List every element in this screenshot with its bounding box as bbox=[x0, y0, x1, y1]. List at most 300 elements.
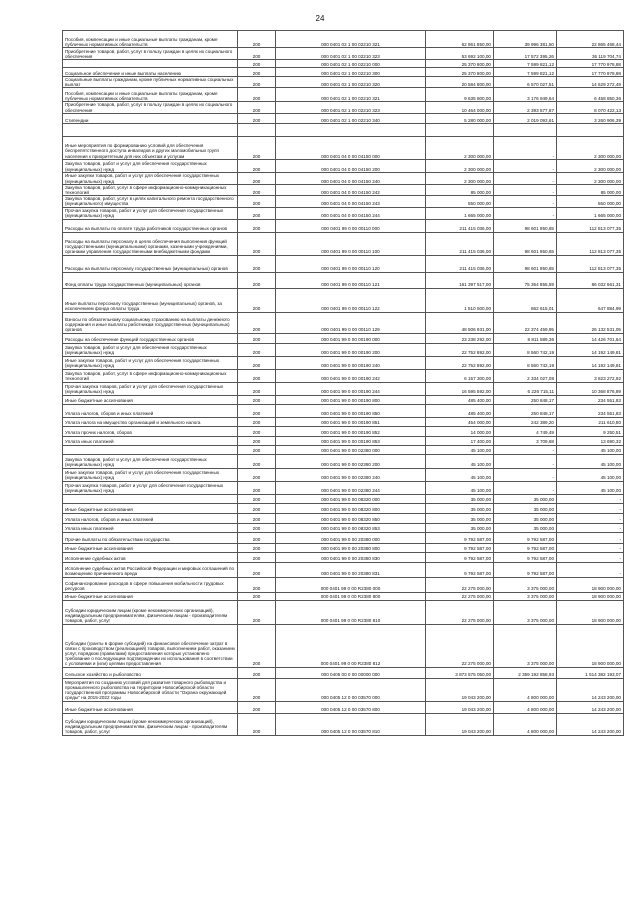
unexecuted-amount: 112 813 077,35 bbox=[557, 255, 624, 272]
line-code: 200 bbox=[238, 60, 276, 68]
line-item-name: Иные бюджетные ассигнования bbox=[63, 503, 238, 513]
budget-classification-code: 000 0401 02 1 00 02210 321 bbox=[276, 31, 426, 48]
line-code: 200 bbox=[238, 88, 276, 102]
table-row bbox=[63, 523, 624, 532]
budget-classification-code: 000 0401 02 1 00 02210 340 bbox=[276, 113, 426, 123]
line-code: 200 bbox=[238, 196, 276, 207]
line-item-name: Фонд оплаты труда государственных (муниципальных) органов bbox=[63, 272, 238, 288]
approved-amount: 17 400,00 bbox=[426, 436, 494, 445]
approved-amount: 19 043 200,00 bbox=[426, 701, 494, 713]
executed-amount: 3 375 000,00 bbox=[494, 624, 557, 667]
line-item-name: Расходы на выплаты персоналу в целях обеспечения выполнения функций государственными (муниципальными) органами, казенными учреждениями, органами управления государственными внебюджетными фондами bbox=[63, 232, 238, 255]
table-row bbox=[63, 77, 624, 88]
budget-classification-code: 000 0401 04 0 00 04150 200 bbox=[276, 159, 426, 172]
budget-classification-code: 000 0401 99 0 00 08320 000 bbox=[276, 494, 426, 503]
table-row bbox=[63, 624, 624, 667]
table-row bbox=[63, 417, 624, 426]
table-row bbox=[63, 31, 624, 48]
executed-amount: - bbox=[494, 207, 557, 219]
line-item-name: Исполнение судебных актов Российской Федерации и мировых соглашений по возмещению причиненного вреда bbox=[63, 562, 238, 577]
executed-amount: 39 996 381,50 bbox=[494, 31, 557, 48]
approved-amount: 485 400,00 bbox=[426, 404, 494, 417]
executed-amount: 6 570 027,51 bbox=[494, 77, 557, 88]
line-code: 200 bbox=[238, 312, 276, 333]
table-row bbox=[63, 436, 624, 445]
unexecuted-amount: - bbox=[557, 532, 624, 543]
budget-classification-code: 000 0401 99 0 00 00110 122 bbox=[276, 288, 426, 312]
line-code: 200 bbox=[238, 426, 276, 436]
executed-amount: 862 615,01 bbox=[494, 288, 557, 312]
executed-amount: 3 375 000,00 bbox=[494, 600, 557, 624]
line-code: 200 bbox=[238, 255, 276, 272]
executed-amount: 9 792 587,00 bbox=[494, 532, 557, 543]
line-item-name: Субсидии (гранты в форме субсидий) на финансовое обеспечение затрат в связи с производством (реализацией) товаров, выполнением работ, оказанием услуг, порядком (правилами) предоставления которых установлено требование о последующем подтверждении их использования в соответствии с условиями и (или) целями предоставления bbox=[63, 624, 238, 667]
budget-classification-code: 000 0405 12 0 00 03570 000 bbox=[276, 678, 426, 701]
line-code: 200 bbox=[238, 207, 276, 219]
line-item-name: Софинансирование расходов в сфере повышения мобильности трудовых ресурсов bbox=[63, 577, 238, 592]
line-item-name: Приобретение товаров, работ, услуг в пользу граждан в целях их социального обеспечения bbox=[63, 48, 238, 60]
unexecuted-amount: 17 770 978,88 bbox=[557, 68, 624, 77]
line-item-name: Уплата налогов, сборов и иных платежей bbox=[63, 404, 238, 417]
table-row bbox=[63, 232, 624, 255]
line-code: 200 bbox=[238, 232, 276, 255]
budget-classification-code: 000 0401 04 0 00 04150 244 bbox=[276, 207, 426, 219]
executed-amount: 2 334 027,08 bbox=[494, 369, 557, 382]
approved-amount bbox=[426, 123, 494, 136]
line-code: 200 bbox=[238, 592, 276, 600]
executed-amount: - bbox=[494, 481, 557, 494]
line-item-name: Прочая закупка товаров, работ и услуг для обеспечения государственных (муниципальных) нужд bbox=[63, 382, 238, 395]
unexecuted-amount: 17 770 978,88 bbox=[557, 60, 624, 68]
approved-amount: 9 792 587,00 bbox=[426, 552, 494, 562]
executed-amount: - bbox=[494, 159, 557, 172]
executed-amount: 9 792 587,00 bbox=[494, 543, 557, 552]
approved-amount: 9 792 587,00 bbox=[426, 543, 494, 552]
executed-amount: - bbox=[494, 184, 557, 195]
approved-amount: 35 000,00 bbox=[426, 523, 494, 532]
line-item-name: Прочая закупка товаров, работ и услуг для обеспечения государственных (муниципальных) нужд bbox=[63, 207, 238, 219]
table-row bbox=[63, 369, 624, 382]
executed-amount: 4 800 000,00 bbox=[494, 713, 557, 735]
budget-classification-code: 000 0401 99 0 00 20380 800 bbox=[276, 543, 426, 552]
unexecuted-amount: - bbox=[557, 523, 624, 532]
table-row bbox=[63, 60, 624, 68]
executed-amount: - bbox=[494, 454, 557, 468]
approved-amount: 22 275 000,00 bbox=[426, 592, 494, 600]
line-code: 200 bbox=[238, 404, 276, 417]
line-item-name bbox=[63, 494, 238, 503]
line-code: 200 bbox=[238, 333, 276, 343]
budget-classification-code: 000 0401 99 0 00 02380 244 bbox=[276, 481, 426, 494]
line-code: 200 bbox=[238, 503, 276, 513]
budget-classification-code: 000 0401 99 0 00 00190 850 bbox=[276, 404, 426, 417]
line-item-name: Расходы на выплаты персоналу государственных (муниципальных) органов bbox=[63, 255, 238, 272]
unexecuted-amount: 14 426 701,64 bbox=[557, 333, 624, 343]
line-item-name: Пособия, компенсации и иные социальные выплаты гражданам, кроме публичных нормативных обязательств bbox=[63, 88, 238, 102]
line-item-name: Закупка товаров, работ, услуг в целях капитального ремонта государственного (муниципального) имущества bbox=[63, 196, 238, 207]
line-code: 200 bbox=[238, 172, 276, 184]
table-row bbox=[63, 343, 624, 356]
approved-amount: 35 000,00 bbox=[426, 513, 494, 523]
line-code: 200 bbox=[238, 494, 276, 503]
executed-amount: 7 599 821,12 bbox=[494, 60, 557, 68]
approved-amount: 6 157 300,00 bbox=[426, 369, 494, 382]
budget-classification-code bbox=[276, 123, 426, 136]
line-item-name: Прочие выплаты по обязательствам государства bbox=[63, 532, 238, 543]
table-row bbox=[63, 552, 624, 562]
executed-amount: 2 359 192 858,93 bbox=[494, 667, 557, 678]
table-row bbox=[63, 503, 624, 513]
unexecuted-amount: 14 192 149,81 bbox=[557, 356, 624, 369]
executed-amount: 250 848,17 bbox=[494, 395, 557, 404]
line-code: 200 bbox=[238, 219, 276, 232]
line-item-name: Расходы на обеспечение функций государственных органов bbox=[63, 333, 238, 343]
table-row bbox=[63, 426, 624, 436]
line-code: 200 bbox=[238, 288, 276, 312]
unexecuted-amount: 234 551,83 bbox=[557, 404, 624, 417]
unexecuted-amount: 1 514 382 193,07 bbox=[557, 667, 624, 678]
budget-execution-table bbox=[62, 30, 624, 736]
line-code: 200 bbox=[238, 68, 276, 77]
line-item-name: Стипендии bbox=[63, 113, 238, 123]
approved-amount: 22 275 000,00 bbox=[426, 624, 494, 667]
approved-amount: 9 792 587,00 bbox=[426, 562, 494, 577]
budget-classification-code: 000 0401 99 0 00 00110 129 bbox=[276, 312, 426, 333]
budget-classification-code: 000 0401 99 0 00 02380 200 bbox=[276, 454, 426, 468]
line-item-name: Пособия, компенсации и иные социальные выплаты гражданам, кроме публичных нормативных обязательств bbox=[63, 31, 238, 48]
table-row bbox=[63, 272, 624, 288]
unexecuted-amount: 234 551,83 bbox=[557, 395, 624, 404]
line-item-name: Исполнение судебных актов bbox=[63, 552, 238, 562]
budget-classification-code: 000 0401 99 0 00 00190 851 bbox=[276, 417, 426, 426]
approved-amount: 25 370 800,00 bbox=[426, 60, 494, 68]
approved-amount: 1 665 000,00 bbox=[426, 207, 494, 219]
executed-amount: 3 176 949,64 bbox=[494, 88, 557, 102]
unexecuted-amount: 26 132 531,05 bbox=[557, 312, 624, 333]
executed-amount: 6 226 715,11 bbox=[494, 382, 557, 395]
table-row bbox=[63, 333, 624, 343]
line-code: 200 bbox=[238, 445, 276, 454]
budget-classification-code: 000 0405 12 0 00 03570 810 bbox=[276, 713, 426, 735]
line-code: 200 bbox=[238, 532, 276, 543]
line-item-name: Уплата иных платежей bbox=[63, 436, 238, 445]
executed-amount: - bbox=[494, 445, 557, 454]
executed-amount: 35 000,00 bbox=[494, 523, 557, 532]
line-item-name: Уплата прочих налогов, сборов bbox=[63, 426, 238, 436]
unexecuted-amount: - bbox=[557, 513, 624, 523]
table-row bbox=[63, 532, 624, 543]
line-item-name: Прочая закупка товаров, работ и услуг для обеспечения государственных (муниципальных) нужд bbox=[63, 481, 238, 494]
budget-classification-code: 000 0401 99 0 00 02380 000 bbox=[276, 445, 426, 454]
line-item-name: Субсидии юридическим лицам (кроме некоммерческих организаций), индивидуальным предпринимателям, физическим лицам - производителям товаров, работ, услуг bbox=[63, 713, 238, 735]
executed-amount: 8 811 589,36 bbox=[494, 333, 557, 343]
table-row bbox=[63, 123, 624, 136]
unexecuted-amount: 647 884,99 bbox=[557, 288, 624, 312]
table-row bbox=[63, 600, 624, 624]
unexecuted-amount: - bbox=[557, 562, 624, 577]
line-code: 200 bbox=[238, 356, 276, 369]
line-item-name: Социальные выплаты гражданам, кроме публичных нормативных социальных выплат bbox=[63, 77, 238, 88]
line-code: 200 bbox=[238, 562, 276, 577]
line-item-name: Закупка товаров, работ и услуг для обеспечения государственных (муниципальных) нужд bbox=[63, 159, 238, 172]
line-code: 200 bbox=[238, 513, 276, 523]
approved-amount: 9 635 800,00 bbox=[426, 88, 494, 102]
approved-amount: 3 873 575 050,00 bbox=[426, 667, 494, 678]
line-code: 200 bbox=[238, 417, 276, 426]
unexecuted-amount: 8 070 422,13 bbox=[557, 102, 624, 113]
executed-amount bbox=[494, 123, 557, 136]
unexecuted-amount: 3 823 272,92 bbox=[557, 369, 624, 382]
executed-amount: 75 364 855,59 bbox=[494, 272, 557, 288]
line-code: 200 bbox=[238, 543, 276, 552]
table-row bbox=[63, 312, 624, 333]
unexecuted-amount: - bbox=[557, 503, 624, 513]
line-item-name: Сельское хозяйство и рыболовство bbox=[63, 667, 238, 678]
executed-amount: 22 374 459,95 bbox=[494, 312, 557, 333]
budget-classification-code: 000 0401 99 0 00 00190 853 bbox=[276, 436, 426, 445]
executed-amount: - bbox=[494, 172, 557, 184]
executed-amount: 8 560 742,19 bbox=[494, 343, 557, 356]
budget-classification-code: 000 0405 00 0 00 00000 000 bbox=[276, 667, 426, 678]
unexecuted-amount: 36 119 704,74 bbox=[557, 48, 624, 60]
table-row bbox=[63, 184, 624, 195]
approved-amount: 2 300 000,00 bbox=[426, 172, 494, 184]
table-row bbox=[63, 701, 624, 713]
unexecuted-amount: 45 100,00 bbox=[557, 454, 624, 468]
unexecuted-amount: 3 260 906,39 bbox=[557, 113, 624, 123]
executed-amount: 3 709,68 bbox=[494, 436, 557, 445]
line-item-name: Социальное обеспечение и иные выплаты населению bbox=[63, 68, 238, 77]
approved-amount: 35 000,00 bbox=[426, 503, 494, 513]
line-code: 200 bbox=[238, 436, 276, 445]
table-row bbox=[63, 136, 624, 159]
table-row bbox=[63, 445, 624, 454]
table-row bbox=[63, 678, 624, 701]
approved-amount: 211 415 036,00 bbox=[426, 255, 494, 272]
line-item-name: Иные выплаты персоналу государственных (муниципальных) органов, за исключением фонда оплаты труда bbox=[63, 288, 238, 312]
line-code: 200 bbox=[238, 48, 276, 60]
approved-amount: 23 238 292,00 bbox=[426, 333, 494, 343]
budget-classification-code: 000 0401 99 0 00 R2380 810 bbox=[276, 600, 426, 624]
line-item-name: Иные закупки товаров, работ и услуг для обеспечения государственных (муниципальных) нужд bbox=[63, 468, 238, 481]
approved-amount: 19 043 200,00 bbox=[426, 678, 494, 701]
line-item-name bbox=[63, 60, 238, 68]
line-code: 200 bbox=[238, 102, 276, 113]
budget-classification-code: 000 0401 99 0 00 08320 853 bbox=[276, 523, 426, 532]
budget-classification-code: 000 0401 99 0 00 R2380 800 bbox=[276, 592, 426, 600]
unexecuted-amount: 10 368 876,89 bbox=[557, 382, 624, 395]
budget-classification-code: 000 0401 04 0 00 04150 243 bbox=[276, 196, 426, 207]
table-row bbox=[63, 468, 624, 481]
approved-amount: 161 397 517,00 bbox=[426, 272, 494, 288]
line-code: 200 bbox=[238, 468, 276, 481]
approved-amount: 211 415 036,00 bbox=[426, 232, 494, 255]
table-row bbox=[63, 48, 624, 60]
line-code: 200 bbox=[238, 481, 276, 494]
approved-amount: 16 595 592,00 bbox=[426, 382, 494, 395]
line-item-name: Иные закупки товаров, работ и услуг для обеспечения государственных (муниципальных) нужд bbox=[63, 356, 238, 369]
approved-amount: 9 792 587,00 bbox=[426, 532, 494, 543]
budget-classification-code: 000 0401 99 0 00 00190 200 bbox=[276, 343, 426, 356]
line-item-name: Мероприятия по созданию условий для развития товарного рыбоводства и промышленного рыболовства на территории Новосибирской области государственной программы Новосибирской области "Охрана окружающей среды" на 2015-2022 годы bbox=[63, 678, 238, 701]
table-row bbox=[63, 494, 624, 503]
line-code: 200 bbox=[238, 678, 276, 701]
table-row bbox=[63, 113, 624, 123]
table-row bbox=[63, 102, 624, 113]
executed-amount: 3 375 000,00 bbox=[494, 592, 557, 600]
budget-classification-code: 000 0401 02 1 00 02210 323 bbox=[276, 48, 426, 60]
budget-classification-code: 000 0401 02 1 00 02210 321 bbox=[276, 88, 426, 102]
line-item-name: Закупка товаров, работ и услуг для обеспечения государственных (муниципальных) нужд bbox=[63, 343, 238, 356]
line-item-name: Иные бюджетные ассигнования bbox=[63, 701, 238, 713]
unexecuted-amount: - bbox=[557, 552, 624, 562]
approved-amount: 1 510 500,00 bbox=[426, 288, 494, 312]
table-row bbox=[63, 255, 624, 272]
unexecuted-amount: 14 243 200,00 bbox=[557, 701, 624, 713]
approved-amount: 48 506 931,00 bbox=[426, 312, 494, 333]
table-row bbox=[63, 68, 624, 77]
approved-amount: 19 043 200,00 bbox=[426, 713, 494, 735]
executed-amount: 98 601 950,65 bbox=[494, 255, 557, 272]
unexecuted-amount: 18 900 000,00 bbox=[557, 592, 624, 600]
approved-amount: 25 370 800,00 bbox=[426, 68, 494, 77]
executed-amount: - bbox=[494, 196, 557, 207]
unexecuted-amount: 6 458 850,36 bbox=[557, 88, 624, 102]
line-code: 200 bbox=[238, 624, 276, 667]
table-row bbox=[63, 404, 624, 417]
budget-classification-code: 000 0401 99 0 00 08320 850 bbox=[276, 513, 426, 523]
unexecuted-amount: 18 900 000,00 bbox=[557, 624, 624, 667]
line-code: 200 bbox=[238, 713, 276, 735]
approved-amount: 45 100,00 bbox=[426, 445, 494, 454]
table-row bbox=[63, 513, 624, 523]
line-code: 200 bbox=[238, 454, 276, 468]
unexecuted-amount: 18 900 000,00 bbox=[557, 600, 624, 624]
line-code: 200 bbox=[238, 184, 276, 195]
table-row bbox=[63, 577, 624, 592]
executed-amount: 4 749,49 bbox=[494, 426, 557, 436]
executed-amount: - bbox=[494, 468, 557, 481]
unexecuted-amount: 2 300 000,00 bbox=[557, 159, 624, 172]
approved-amount: 53 692 100,00 bbox=[426, 48, 494, 60]
unexecuted-amount: 112 813 077,35 bbox=[557, 232, 624, 255]
budget-classification-code: 000 0401 99 0 00 00110 100 bbox=[276, 232, 426, 255]
line-item-name: Взносы по обязательному социальному страхованию на выплаты денежного содержания и иные выплаты работникам государственных (муниципальных) органов bbox=[63, 312, 238, 333]
budget-classification-code: 000 0401 99 0 00 R2380 812 bbox=[276, 624, 426, 667]
executed-amount: 98 601 950,65 bbox=[494, 232, 557, 255]
line-code: 200 bbox=[238, 31, 276, 48]
budget-classification-code: 000 0401 02 1 00 02210 320 bbox=[276, 77, 426, 88]
budget-classification-code: 000 0401 02 1 00 02210 323 bbox=[276, 102, 426, 113]
table-row bbox=[63, 543, 624, 552]
approved-amount: 5 280 000,00 bbox=[426, 113, 494, 123]
budget-classification-code: 000 0401 99 0 00 20380 000 bbox=[276, 532, 426, 543]
approved-amount: 62 861 850,00 bbox=[426, 31, 494, 48]
unexecuted-amount: 22 865 468,44 bbox=[557, 31, 624, 48]
budget-classification-code: 000 0401 99 0 00 00190 852 bbox=[276, 426, 426, 436]
budget-classification-code: 000 0401 99 0 00 R2380 000 bbox=[276, 577, 426, 592]
table-row bbox=[63, 667, 624, 678]
budget-classification-code: 000 0401 99 0 00 00110 121 bbox=[276, 272, 426, 288]
executed-amount: 3 375 000,00 bbox=[494, 577, 557, 592]
budget-classification-code: 000 0401 99 0 00 20380 830 bbox=[276, 552, 426, 562]
budget-classification-code: 000 0401 99 0 00 00110 000 bbox=[276, 219, 426, 232]
budget-classification-code: 000 0401 99 0 00 00190 242 bbox=[276, 369, 426, 382]
line-code: 200 bbox=[238, 113, 276, 123]
table-row bbox=[63, 481, 624, 494]
executed-amount: 4 800 000,00 bbox=[494, 701, 557, 713]
approved-amount: 45 100,00 bbox=[426, 468, 494, 481]
table-row bbox=[63, 207, 624, 219]
budget-classification-code: 000 0401 04 0 00 04150 240 bbox=[276, 172, 426, 184]
line-code: 200 bbox=[238, 343, 276, 356]
unexecuted-amount: 86 032 661,31 bbox=[557, 272, 624, 288]
line-item-name: Закупка товаров, работ, услуг в сфере информационно-коммуникационных технологий bbox=[63, 369, 238, 382]
budget-classification-code: 000 0401 99 0 00 00190 244 bbox=[276, 382, 426, 395]
executed-amount: 7 599 821,12 bbox=[494, 68, 557, 77]
executed-amount: 2 019 093,61 bbox=[494, 113, 557, 123]
table-row bbox=[63, 592, 624, 600]
approved-amount: 22 275 000,00 bbox=[426, 600, 494, 624]
executed-amount: 35 000,00 bbox=[494, 503, 557, 513]
unexecuted-amount: 14 243 200,00 bbox=[557, 678, 624, 701]
table-row bbox=[63, 562, 624, 577]
unexecuted-amount: 14 529 272,49 bbox=[557, 77, 624, 88]
executed-amount: - bbox=[494, 136, 557, 159]
table-row bbox=[63, 196, 624, 207]
executed-amount: 17 572 395,26 bbox=[494, 48, 557, 60]
unexecuted-amount: 45 100,00 bbox=[557, 481, 624, 494]
executed-amount: 9 792 587,00 bbox=[494, 552, 557, 562]
table-row bbox=[63, 356, 624, 369]
approved-amount: 45 100,00 bbox=[426, 481, 494, 494]
line-code: 200 bbox=[238, 667, 276, 678]
line-code: 200 bbox=[238, 272, 276, 288]
table-row bbox=[63, 395, 624, 404]
approved-amount: 454 000,00 bbox=[426, 417, 494, 426]
unexecuted-amount bbox=[557, 123, 624, 136]
line-item-name: Иные закупки товаров, работ и услуг для обеспечения государственных (муниципальных) нужд bbox=[63, 172, 238, 184]
line-code: 200 bbox=[238, 523, 276, 532]
unexecuted-amount: 18 900 000,00 bbox=[557, 577, 624, 592]
table-row bbox=[63, 713, 624, 735]
executed-amount: 35 000,00 bbox=[494, 494, 557, 503]
unexecuted-amount: 14 243 200,00 bbox=[557, 713, 624, 735]
line-item-name bbox=[63, 123, 238, 136]
approved-amount: 20 584 800,00 bbox=[426, 77, 494, 88]
executed-amount: 250 848,17 bbox=[494, 404, 557, 417]
unexecuted-amount: 45 100,00 bbox=[557, 445, 624, 454]
approved-amount: 211 415 036,00 bbox=[426, 219, 494, 232]
line-item-name: Иные бюджетные ассигнования bbox=[63, 543, 238, 552]
budget-classification-code: 000 0401 99 0 00 02380 240 bbox=[276, 468, 426, 481]
budget-classification-code: 000 0401 04 0 00 04150 242 bbox=[276, 184, 426, 195]
executed-amount: 9 792 587,00 bbox=[494, 562, 557, 577]
approved-amount: 14 000,00 bbox=[426, 426, 494, 436]
line-item-name: Приобретение товаров, работ, услуг в пользу граждан в целях их социального обеспечения bbox=[63, 102, 238, 113]
line-item-name: Иные бюджетные ассигнования bbox=[63, 592, 238, 600]
table-row bbox=[63, 172, 624, 184]
line-item-name: Иные бюджетные ассигнования bbox=[63, 395, 238, 404]
executed-amount: 35 000,00 bbox=[494, 513, 557, 523]
approved-amount: 550 000,00 bbox=[426, 196, 494, 207]
line-code: 200 bbox=[238, 369, 276, 382]
table-row bbox=[63, 288, 624, 312]
line-item-name: Уплата налога на имущество организаций и земельного налога bbox=[63, 417, 238, 426]
approved-amount: 485 400,00 bbox=[426, 395, 494, 404]
unexecuted-amount: 1 665 000,00 bbox=[557, 207, 624, 219]
budget-classification-code: 000 0401 99 0 00 00190 240 bbox=[276, 356, 426, 369]
